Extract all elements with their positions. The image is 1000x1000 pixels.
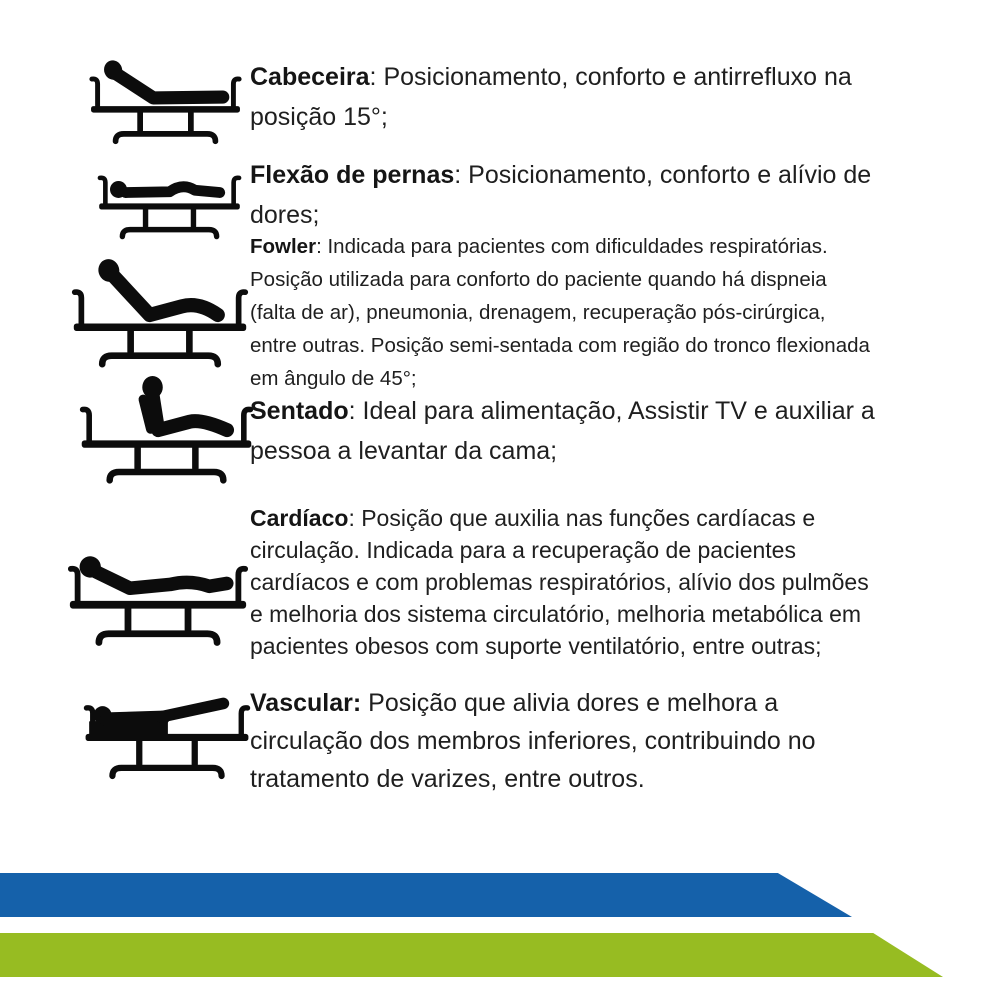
section-fowler [250,230,870,395]
decor-stripe-green [0,933,943,977]
text-line [250,230,870,263]
text-line [250,391,875,431]
text-line: e melhoria dos sistema circulatório, melhoria metabólica em [250,601,862,627]
line-text: Ideal para alimentação, Assistir TV e auxiliar a [362,397,875,425]
term-separator: : [369,63,384,91]
text-line: dores; [250,201,320,229]
term-label: Vascular: [250,689,362,717]
term-separator: : [348,397,363,425]
bed-leg-flex-icon [92,157,247,242]
text-line: posição 15°; [250,103,388,131]
bed-cardiac-icon [66,540,250,652]
text-line: cardíacos e com problemas respiratórios, alívio dos pulmões [250,569,869,595]
section-cabeceira [250,57,852,137]
term-label: Cardíaco [250,505,349,531]
term-label: Flexão de pernas [250,161,455,189]
text-line: circulação. Indicada para a recuperação de pacientes [250,537,796,563]
section-vascular [250,684,816,798]
term-separator: : [454,161,469,189]
term-label: Cabeceira [250,63,370,91]
text-line: entre outras. Posição semi-sentada com região do tronco flexionada [250,334,870,357]
bed-seated-icon [78,370,255,492]
text-line [250,502,869,534]
text-line: (falta de ar), pneumonia, drenagem, recuperação pós-cirúrgica, [250,301,826,324]
text-line: circulação dos membros inferiores, contribuindo no [250,727,816,755]
bed-vascular-legs-raised-icon [82,682,252,784]
text-line: em ângulo de 45°; [250,367,417,390]
line-text: Posição que auxilia nas funções cardíacas e [361,505,816,531]
bed-head-raised-icon [83,57,248,147]
term-separator: : [348,505,362,531]
text-line [250,57,852,97]
section-sentado [250,391,875,471]
term-label: Sentado [250,397,349,425]
line-text: Posicionamento, conforto e antirrefluxo na [383,63,852,91]
text-line: Posição utilizada para conforto do paciente quando há dispneia [250,268,827,291]
term-separator: : [316,235,328,258]
text-line [250,684,816,722]
text-line: pacientes obesos com suporte ventilatório, entre outras; [250,633,822,659]
term-label: Fowler [250,235,317,258]
text-line: tratamento de varizes, entre outros. [250,765,645,793]
bed-fowler-45-icon [70,252,250,376]
line-text: Indicada para pacientes com dificuldades respiratórias. [327,235,828,258]
text-line [250,155,871,195]
decor-stripe-blue [0,873,852,917]
text-line: pessoa a levantar da cama; [250,437,558,465]
section-flexao-de-pernas [250,155,871,235]
section-cardiaco [250,502,869,662]
line-text: Posicionamento, conforto e alívio de [468,161,872,189]
line-text: Posição que alivia dores e melhora a [368,689,779,717]
